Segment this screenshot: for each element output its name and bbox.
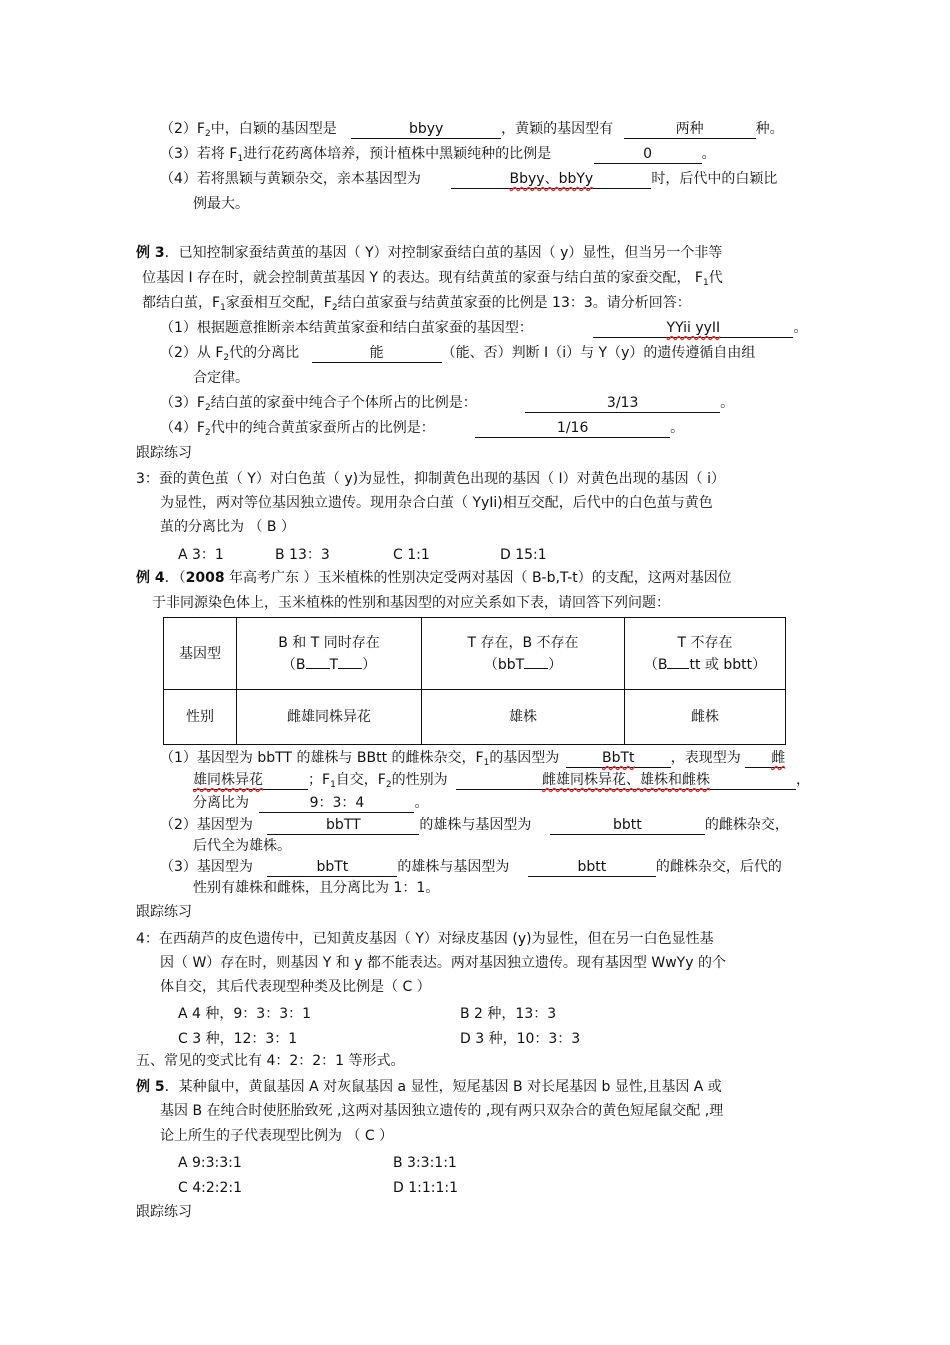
ex5-option-a: A 9:3:3:1 <box>178 1155 242 1171</box>
answer-blank[interactable]: 能 <box>312 344 442 363</box>
track-practice-heading: 跟踪练习 <box>136 445 192 461</box>
q2-f2-line: $(2)F_2$中，白颖的基因型是 bbyy ，黄颖的基因型有 两种 种。 <box>160 121 784 139</box>
ex4-line2: 于非同源染色体上，玉米植株的性别和基因型的对应关系如下表，请回答下列问题： <box>152 595 670 611</box>
table-cell: 雌株 <box>625 690 786 745</box>
section-five-heading: 五、常见的变式比有 4：2：2：1 等形式。 <box>136 1053 405 1069</box>
ex5-line2: 基因 B 在纯合时使胚胎致死 ,这两对基因独立遗传的 ,现有两只双杂合的黄色短尾鼠交配 ,理 <box>160 1103 724 1119</box>
answer-blank[interactable]: 3/13 <box>525 394 720 413</box>
table-header: T 存在，B 不存在 （bbT ） <box>422 618 625 690</box>
q3-line: （3）若将 $F_1$进行花药离体培养，预计植株中黑颖纯种的比例是 0 。 <box>160 146 716 164</box>
table-cell: 性别 <box>164 690 237 745</box>
ex3-q1: （1）根据题意推断亲本结黄茧家蚕和结白茧家蚕的基因型： YYii yyII 。 <box>160 320 808 336</box>
p3-option-a: A 3：1 <box>178 547 224 563</box>
q4-line-cont: 例最大。 <box>193 196 249 212</box>
answer-blank[interactable]: bbtt <box>550 816 705 835</box>
answer-blank[interactable]: 雌 <box>745 749 785 768</box>
ex3-line2: 位基因 I 存在时，就会控制黄茧基因 Y 的表达。现有结黄茧的家蚕与结白茧的家蚕交配， $F_1$代 <box>142 270 723 288</box>
answer-blank[interactable]: bbTT <box>267 816 419 835</box>
table-header: B 和 T 同时存在 （B T ） <box>237 618 422 690</box>
p3-option-b: B 13：3 <box>275 547 330 563</box>
p3-line1: 3：蚕的黄色茧（ Y）对白色茧（ y)为显性，抑制黄色出现的基因（ I）对黄色出现的基因（ i） <box>136 471 726 487</box>
p3-option-c: C 1:1 <box>393 547 430 563</box>
ex4-q1-ratio: 分离比为 9：3：4 。 <box>193 795 429 811</box>
genotype-table <box>163 617 786 745</box>
table-cell: 雌雄同株异花 <box>237 690 422 745</box>
answer-blank[interactable]: bbTt <box>267 858 397 877</box>
ex4-q2-cont: 后代全为雄株。 <box>193 838 291 854</box>
p4-line1: 4：在西葫芦的皮色遗传中，已知黄皮基因（ Y）对绿皮基因 (y)为显性，但在另一白色显性基 <box>136 931 714 947</box>
answer-blank[interactable]: bbyy <box>351 120 501 139</box>
ex5-option-b: B 3:3:1:1 <box>393 1155 457 1171</box>
answer-blank[interactable]: Bbyy、bbYy <box>451 170 651 189</box>
answer-blank[interactable]: 9：3：4 <box>259 794 414 813</box>
track-practice-heading: 跟踪练习 <box>136 1204 192 1220</box>
ex3-line3: 都结白茧，$F_1$家蚕相互交配，$F_2$结白茧家蚕与结黄茧家蚕的比例是 13：3。请分析回答： <box>142 295 691 313</box>
answer-blank[interactable]: YYii yyII <box>593 319 793 338</box>
p4-option-c: C 3 种，12：3：1 <box>178 1031 298 1047</box>
ex4-q1: （1）基因型为 bbTT 的雄株与 BBtt 的雌株杂交，$F_1$的基因型为 BbTt ，表现型为 雌 <box>160 750 786 768</box>
ex5-line1: 例 5．某种鼠中，黄鼠基因 A 对灰鼠基因 a 显性，短尾基因 B 对长尾基因 b 显性,且基因 A 或 <box>136 1079 722 1095</box>
ex3-q2: （2）从 $F_2$代的分离比 能 （能、否）判断 I（i）与 Y（y）的遗传遵循自由组 <box>160 345 756 363</box>
p3-option-d: D 15:1 <box>500 547 547 563</box>
p4-line3: 体自交，其后代表现型种类及比例是（ C ） <box>160 979 431 995</box>
ex3-q4: $(4)F_2$代中的纯合黄茧家蚕所占的比例是： 1/16 。 <box>160 420 685 438</box>
answer-blank[interactable]: 两种 <box>624 120 756 139</box>
ex5-option-d: D 1:1:1:1 <box>393 1180 459 1196</box>
p4-option-b: B 2 种，13：3 <box>460 1006 557 1022</box>
p4-option-a: A 4 种，9：3：3：1 <box>178 1006 312 1022</box>
answer-blank[interactable]: 雌雄同株异花、雄株和雌株 <box>456 771 796 790</box>
ex4-q2: （2）基因型为 bbTT 的雄株与基因型为 bbtt 的雌株杂交， <box>160 817 789 833</box>
ex4-q3-cont: 性别有雄株和雌株，且分离比为 1：1。 <box>193 880 440 896</box>
ex3-q3: $(3)F_2$结白茧的家蚕中纯合子个体所占的比例是： 3/13 。 <box>160 395 735 413</box>
answer-blank[interactable]: BbTt <box>566 749 671 768</box>
ex4-q3: （3）基因型为 bbTt 的雄株与基因型为 bbtt 的雌株杂交，后代的 <box>160 859 782 875</box>
ex3-q2-cont: 合定律。 <box>193 370 249 386</box>
answer-blank[interactable]: 1/16 <box>475 419 670 438</box>
table-header: T 不存在 （B tt 或 bbtt） <box>625 618 786 690</box>
ex5-line3: 论上所生的子代表现型比例为 （ C ） <box>160 1128 394 1144</box>
p4-option-d: D 3 种，10：3：3 <box>460 1031 581 1047</box>
ex4-q1-cont: 雄同株异花 ；$F_1$自交，$F_2$的性别为 雌雄同株异花、雄株和雌株 ， <box>193 772 811 790</box>
q4-line: （4）若将黑颖与黄颖杂交，亲本基因型为 Bbyy、bbYy 时，后代中的白颖比 <box>160 171 778 187</box>
table-cell: 雄株 <box>422 690 625 745</box>
track-practice-heading: 跟踪练习 <box>136 904 192 920</box>
answer-blank[interactable]: 雄同株异花 <box>193 771 308 790</box>
p3-line3: 茧的分离比为 （ B ） <box>160 519 295 535</box>
answer-blank[interactable]: 0 <box>594 145 702 164</box>
ex3-line1: 例 3．已知控制家蚕结黄茧的基因（ Y）对控制家蚕结白茧的基因（ y）显性，但当另一个非等 <box>136 245 723 261</box>
p4-line2: 因（ W）存在时，则基因 Y 和 y 都不能表达。两对基因独立遗传。现有基因型 WwYy 的个 <box>160 955 726 971</box>
p3-line2: 为显性，两对等位基因独立遗传。现用杂合白茧（ YyIi)相互交配，后代中的白色茧与黄色 <box>160 495 713 511</box>
table-header: 基因型 <box>164 618 237 690</box>
answer-blank[interactable]: bbtt <box>528 858 656 877</box>
ex5-option-c: C 4:2:2:1 <box>178 1180 243 1196</box>
ex4-line1: 例 4．（2008 年高考广东 ）玉米植株的性别决定受两对基因（ B-b,T-t）的支配，这两对基因位 <box>136 570 732 586</box>
